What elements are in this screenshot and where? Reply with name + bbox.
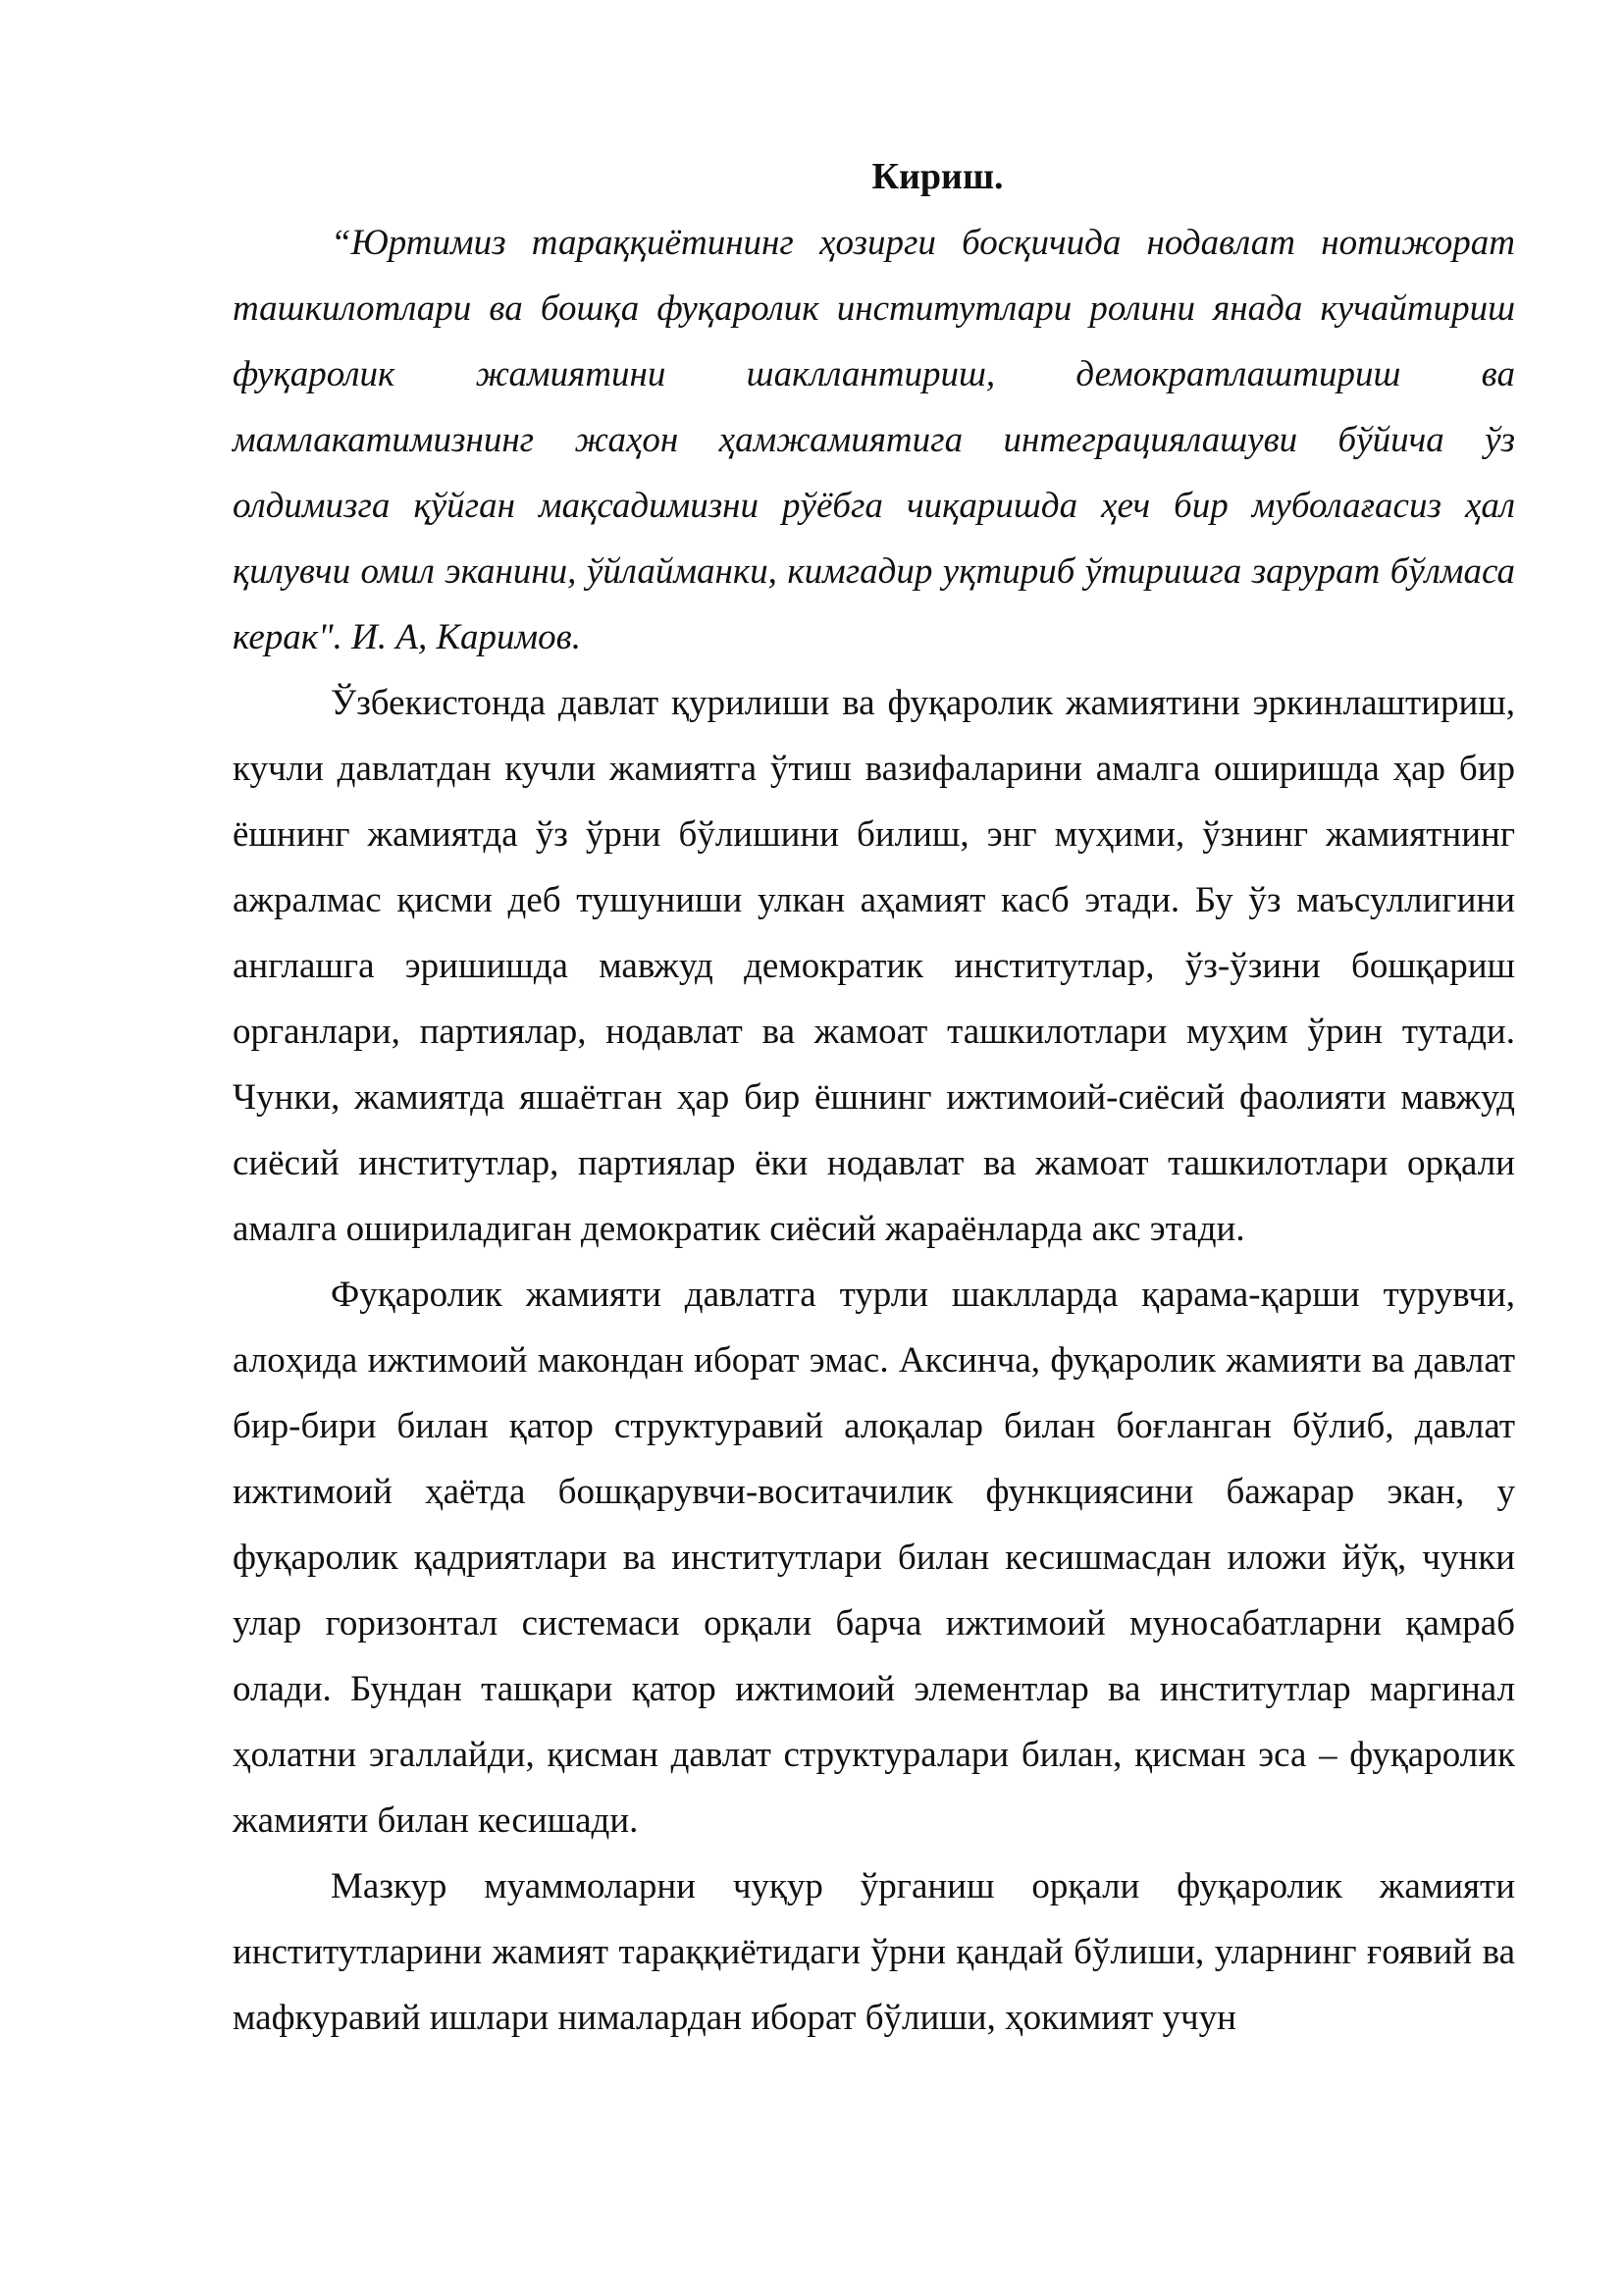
document-page: [233, 147, 1515, 2051]
epigraph-quote: “Юртимиз тараққиётининг ҳозирги босқичида нодавлат нотижорат ташкилотлари ва бошқа фуқаролик институтлари ролини янада кучайтириш фуқаролик жамиятини шакллантириш, демократлаштириш ва мамлакатимизнинг жаҳон ҳамжамиятига интеграциялашуви бўйича ўз олдимизга қўйган мақсадимизни рўёбга чиқаришда ҳеч бир муболағасиз ҳал қилувчи омил эканини, ўйлайманки, кимгадир уқтириб ўтиришга зарурат бўлмаса керак". И. А, Каримов.: [233, 223, 1515, 657]
body-paragraph: Ўзбекистонда давлат қурилиши ва фуқаролик жамиятини эркинлаштириш, кучли давлатдан кучли жамиятга ўтиш вазифаларини амалга оширишда ҳар бир ёшнинг жамиятда ўз ўрни бўлишини билиш, энг муҳими, ўзнинг жамиятнинг ажралмас қисми деб тушуниши улкан аҳамият касб этади. Бу ўз маъсуллигини англашга эришишда мавжуд демократик институтлар, ўз-ўзини бошқариш органлари, партиялар, нодавлат ва жамоат ташкилотлари муҳим ўрин тутади. Чунки, жамиятда яшаётган ҳар бир ёшнинг ижтимоий-сиёсий фаолияти мавжуд сиёсий институтлар, партиялар ёки нодавлат ва жамоат ташкилотлари орқали амалга ошириладиган демократик сиёсий жараёнларда акс этади.: [233, 683, 1515, 1249]
document-title: Кириш.: [871, 156, 1004, 197]
body-paragraph: Мазкур муаммоларни чуқур ўрганиш орқали фуқаролик жамияти институтларини жамият тараққиётидаги ўрни қандай бўлиши, уларнинг ғоявий ва мафкуравий ишлари нималардан иборат бўлиши, ҳокимият учун: [233, 1866, 1515, 2038]
body-paragraph: Фуқаролик жамияти давлатга турли шаклларда қарама-қарши турувчи, алоҳида ижтимоий макондан иборат эмас. Аксинча, фуқаролик жамияти ва давлат бир-бири билан қатор структуравий алоқалар билан боғланган бўлиб, давлат ижтимоий ҳаётда бошқарувчи-воситачилик функциясини бажарар экан, у фуқаролик қадриятлари ва институтлари билан кесишмасдан иложи йўқ, чунки улар горизонтал системаси орқали барча ижтимоий муносабатларни қамраб олади. Бундан ташқари қатор ижтимоий элементлар ва институтлар маргинал ҳолатни эгаллайди, қисман давлат структуралари билан, қисман эса – фуқаролик жамияти билан кесишади.: [233, 1275, 1515, 1841]
